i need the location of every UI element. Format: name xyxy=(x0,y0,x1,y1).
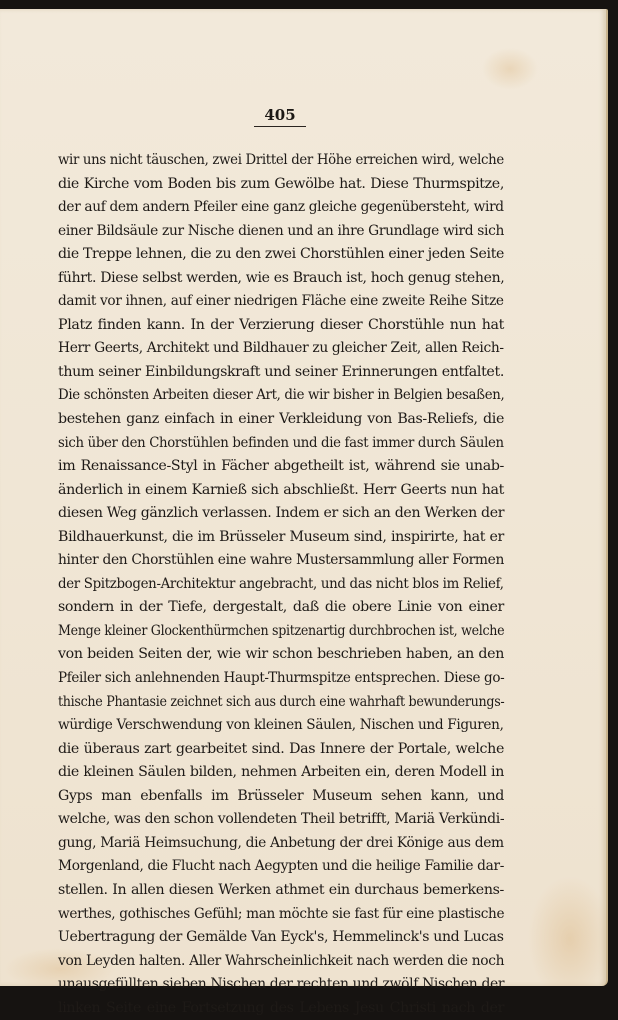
text-line: sondern in der Tiefe, dergestalt, daß die obere Linie von einer xyxy=(58,599,504,616)
text-line: von beiden Seiten der, wie wir schon beschrieben haben, an den xyxy=(58,646,504,663)
text-line: änderlich in einem Karnieß sich abschließt. Herr Geerts nun hat xyxy=(58,481,504,498)
text-line: Herr Geerts, Architekt und Bildhauer zu gleicher Zeit, allen Reich- xyxy=(58,340,504,357)
text-line: Uebertragung der Gemälde Van Eyck's, Hemmelinck's und Lucas xyxy=(58,929,504,946)
text-line: Menge kleiner Glockenthürmchen spitzenartig durchbrochen ist, welche xyxy=(58,622,505,639)
text-line: hinter den Chorstühlen eine wahre Mustersammlung aller Formen xyxy=(58,552,505,569)
text-line: gung, Mariä Heimsuchung, die Anbetung der drei Könige aus dem xyxy=(58,834,504,851)
text-line: thum seiner Einbildungskraft und seiner Erinnerungen entfaltet. xyxy=(58,363,504,380)
text-line: die überaus zart gearbeitet sind. Das Innere der Portale, welche xyxy=(58,740,504,757)
text-line: die Kirche vom Boden bis zum Gewölbe hat. Diese Thurmspitze, xyxy=(58,175,504,192)
text-line: einer Bildsäule zur Nische dienen und an ihre Grundlage wird sich xyxy=(58,222,504,239)
book-page xyxy=(0,9,608,1016)
text-line: linken Seite eine Fortsetzung des Lebens Jesu Christi nach der xyxy=(58,999,504,1016)
text-line: unausgefüllten sieben Nischen der rechten und zwölf Nischen der xyxy=(58,976,505,993)
text-line: der auf dem andern Pfeiler eine ganz gleiche gegenübersteht, wird xyxy=(58,199,504,216)
text-line: die Treppe lehnen, die zu den zwei Chorstühlen einer jeden Seite xyxy=(58,246,505,263)
text-line: der Spitzbogen-Architektur angebracht, und das nicht blos im Relief, xyxy=(58,575,504,592)
text-line: diesen Weg gänzlich verlassen. Indem er sich an den Werken der xyxy=(58,505,505,522)
text-line: Platz finden kann. In der Verzierung dieser Chorstühle nun hat xyxy=(58,316,504,333)
page-number xyxy=(0,106,560,127)
text-line: die kleinen Säulen bilden, nehmen Arbeiten ein, deren Modell in xyxy=(58,764,504,781)
text-line: thische Phantasie zeichnet sich aus durch eine wahrhaft bewunderungs- xyxy=(58,693,505,710)
text-line: bestehen ganz einfach in einer Verkleidung von Bas-Reliefs, die xyxy=(58,411,504,428)
text-line: sich über den Chorstühlen befinden und die fast immer durch Säulen xyxy=(58,434,504,451)
text-line: im Renaissance-Styl in Fächer abgetheilt ist, während sie unab- xyxy=(58,458,504,475)
text-line: werthes, gothisches Gefühl; man möchte sie fast für eine plastische xyxy=(58,905,505,922)
body-text xyxy=(58,149,504,1020)
text-line: führt. Diese selbst werden, wie es Brauch ist, hoch genug stehen, xyxy=(58,269,505,286)
text-line: welche, was den schon vollendeten Theil betrifft, Mariä Verkündi- xyxy=(58,811,505,828)
text-line: stellen. In allen diesen Werken athmet ein durchaus bemerkens- xyxy=(58,881,504,898)
text-line: Gyps man ebenfalls im Brüsseler Museum sehen kann, und xyxy=(58,787,504,804)
text-line: Pfeiler sich anlehnenden Haupt-Thurmspitze entsprechen. Diese go- xyxy=(58,670,505,687)
page-number-text: 405 xyxy=(254,106,305,127)
text-line: von Leyden halten. Aller Wahrscheinlichkeit nach werden die noch xyxy=(58,952,505,969)
text-line: Morgenland, die Flucht nach Aegypten und die heilige Familie dar- xyxy=(58,858,504,875)
text-line: Bildhauerkunst, die im Brüsseler Museum sind, inspirirte, hat er xyxy=(58,528,504,545)
text-line: würdige Verschwendung von kleinen Säulen, Nischen und Figuren, xyxy=(58,717,504,734)
text-line: wir uns nicht täuschen, zwei Drittel der Höhe erreichen wird, welche xyxy=(58,152,504,168)
text-line: Die schönsten Arbeiten dieser Art, die wir bisher in Belgien besaßen, xyxy=(58,387,505,404)
text-line: damit vor ihnen, auf einer niedrigen Fläche eine zweite Reihe Sitze xyxy=(58,293,504,310)
